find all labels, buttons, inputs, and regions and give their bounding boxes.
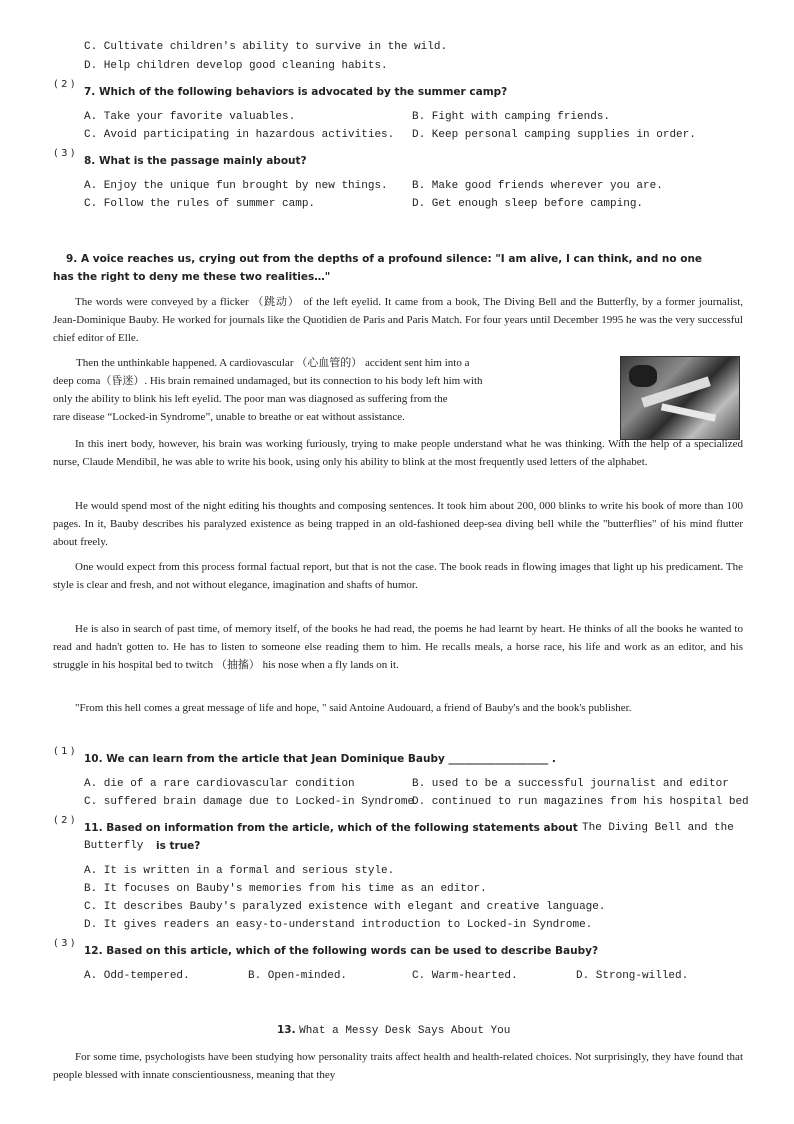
- passage-number: 13.: [277, 1024, 296, 1036]
- paragraph: One would expect from this process formal factual report, but that is not the case. The book reads in flowing images that light up his predicament. The style is clear and fresh, and not without elegance, imagination and shafts of humor.: [53, 561, 743, 591]
- option-d: D. Get enough sleep before camping.: [412, 198, 644, 210]
- option-a: A. Odd-tempered.: [84, 970, 190, 982]
- question-stem: 10. We can learn from the article that Jean Dominique Bauby ___________________ .: [84, 753, 556, 765]
- option-b: B. used to be a successful journalist and editor: [412, 778, 729, 790]
- book-title-line2: Butterfly: [84, 840, 144, 852]
- paragraph-line: deep coma（昏迷）. His brain remained undamaged, but its connection to his body left him with: [53, 375, 483, 387]
- option-c: C. suffered brain damage due to Locked-in Syndrome: [84, 796, 415, 808]
- option-b: B. It focuses on Bauby's memories from his time as an editor.: [84, 883, 487, 895]
- question-stem-end: is true?: [156, 840, 201, 852]
- option-c: C. Avoid participating in hazardous activities.: [84, 129, 395, 141]
- paragraph: In this inert body, however, his brain was working furiously, trying to make people understand what he was thinking. With the help of a specialized nurse, Claude Mendibil, he was able to write his book, using only his ability to blink at the most frequently used letters of the alphabet.: [53, 438, 743, 468]
- sub-question-number: ( 3 ): [54, 938, 75, 949]
- option-d: D. Keep personal camping supplies in order.: [412, 129, 696, 141]
- photo-highlight: [661, 403, 716, 421]
- question-stem: 12. Based on this article, which of the following words can be used to describe Bauby?: [84, 945, 599, 957]
- sub-question-number: ( 3 ): [54, 148, 75, 159]
- paragraph-line: rare disease “Locked-in Syndrome”, unable to breathe or eat without assistance.: [53, 411, 405, 423]
- paragraph-line: Then the unthinkable happened. A cardiovascular （心血管的） accident sent him into a: [76, 357, 470, 369]
- question-stem: 8. What is the passage mainly about?: [84, 155, 307, 167]
- paragraph: He would spend most of the night editing his thoughts and composing sentences. It took him about 200, 000 blinks to write his book of more than 100 pages. In it, Bauby describes his paralyzed existence as being trapped in an old-fashioned deep-sea diving bell while the "butterflies" of his mind flutter about freely.: [53, 500, 743, 548]
- passage-title: [277, 1023, 510, 1038]
- photo-shadow: [629, 365, 657, 387]
- option-c: C. Cultivate children's ability to survive in the wild.: [84, 41, 448, 53]
- question-stem: 7. Which of the following behaviors is advocated by the summer camp?: [84, 86, 508, 98]
- option-d: D. It gives readers an easy-to-understand introduction to Locked-in Syndrome.: [84, 919, 593, 931]
- article-photo: [620, 356, 740, 440]
- paragraph: The words were conveyed by a flicker （跳动） of the left eyelid. It came from a book, The Diving Bell and the Butterfly, by a former journalist, Jean-Dominique Bauby. He worked for journals like the Quotidien de Paris and Paris Match. For four years until December 1995 he was the very successful chief editor of Elle.: [53, 296, 743, 344]
- passage-title-text: What a Messy Desk Says About You: [299, 1025, 511, 1037]
- option-d: D. continued to run magazines from his hospital bed: [412, 796, 749, 808]
- sub-question-number: ( 2 ): [54, 79, 75, 90]
- sub-question-number: ( 1 ): [54, 746, 75, 757]
- paragraph-line: only the ability to blink his left eyelid. The poor man was diagnosed as suffering from the: [53, 393, 448, 405]
- paragraph: For some time, psychologists have been studying how personality traits affect health and health-related choices. Not surprisingly, they have found that people blessed with innate conscientiousness, meaning that they: [53, 1051, 743, 1081]
- option-c: C. Warm-hearted.: [412, 970, 518, 982]
- option-d: D. Strong-willed.: [576, 970, 689, 982]
- option-b: B. Make good friends wherever you are.: [412, 180, 663, 192]
- question-stem: 11. Based on information from the article, which of the following statements about: [84, 822, 578, 834]
- option-a: A. die of a rare cardiovascular condition: [84, 778, 355, 790]
- book-title: The Diving Bell and the: [582, 822, 734, 834]
- option-c: C. Follow the rules of summer camp.: [84, 198, 316, 210]
- passage-title: 9. A voice reaches us, crying out from the depths of a profound silence: "I am alive, I can think, and no one: [66, 253, 703, 265]
- option-a: A. Take your favorite valuables.: [84, 111, 296, 123]
- passage-title-line2: has the right to deny me these two realities…": [53, 271, 331, 283]
- option-a: A. Enjoy the unique fun brought by new things.: [84, 180, 388, 192]
- paragraph: "From this hell comes a great message of life and hope, " said Antoine Audouard, a friend of Bauby's and the book's publisher.: [75, 702, 632, 714]
- option-a: A. It is written in a formal and serious style.: [84, 865, 395, 877]
- option-c: C. It describes Bauby's paralyzed existence with elegant and creative language.: [84, 901, 606, 913]
- option-d: D. Help children develop good cleaning habits.: [84, 60, 388, 72]
- option-b: B. Fight with camping friends.: [412, 111, 611, 123]
- sub-question-number: ( 2 ): [54, 815, 75, 826]
- option-b: B. Open-minded.: [248, 970, 348, 982]
- paragraph: He is also in search of past time, of memory itself, of the books he had read, the poems he had learnt by heart. He thinks of all the books he wanted to read and hadn't gotten to. He has to listen to someone else reading them to him. He recalls meals, a horse race, his life and work as an editor, and his struggle in his hospital bed to twitch （抽搐） his nose when a fly lands on it.: [53, 623, 743, 671]
